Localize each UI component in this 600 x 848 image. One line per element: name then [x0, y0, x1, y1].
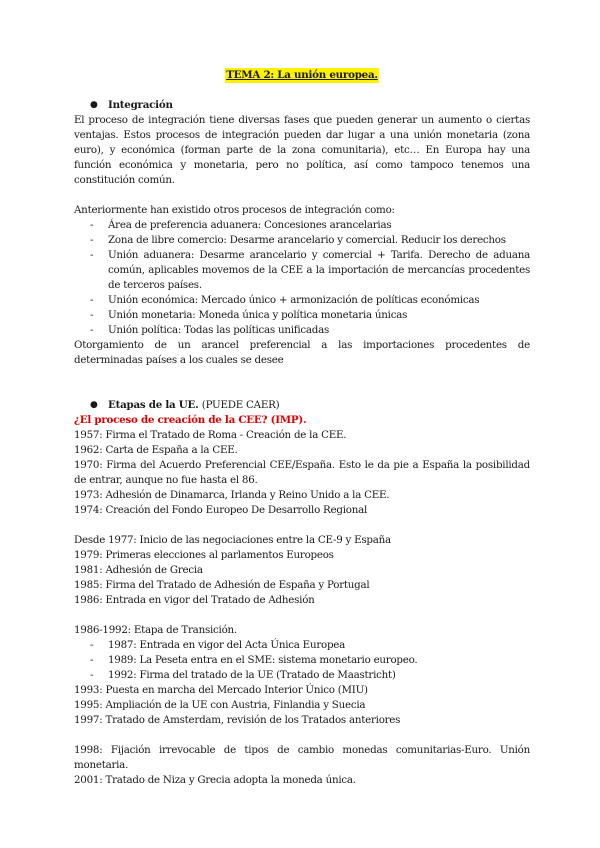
- list-item: - Unión aduanera: Desarme arancelario y comercial + Tarifa. Derecho de aduana común, aplicables movemos de la CEE a la importación de mercancías procedentes de terceros países.: [74, 248, 530, 293]
- timeline-entry: 2001: Tratado de Niza y Grecia adopta la moneda única.: [74, 774, 356, 786]
- timeline-entry: 1974: Creación del Fondo Europeo De Desarrollo Regional: [74, 504, 368, 516]
- document-title: TEMA 2: La unión europea.: [226, 69, 378, 81]
- list-item: - 1989: La Peseta entra en el SME: sistema monetario europeo.: [74, 653, 530, 668]
- bullet-icon: ●: [90, 400, 98, 410]
- section-heading-integracion: ● Integración: [90, 99, 173, 111]
- timeline-entry: 1970: Firma del Acuerdo Preferencial CEE/España. Esto le da pie a España la posibilidad de entrar, aunque no fue hasta el 86.: [74, 459, 530, 486]
- list-item: - Zona de libre comercio: Desarme arancelario y comercial. Reducir los derechos: [74, 233, 530, 248]
- list-item: - Unión económica: Mercado único + armonización de políticas económicas: [74, 293, 530, 308]
- list-item: - 1992: Firma del tratado de la UE (Tratado de Maastricht): [74, 668, 530, 683]
- list-item: - Unión monetaria: Moneda única y política monetaria únicas: [74, 308, 530, 323]
- timeline-entry: 1979: Primeras elecciones al parlamentos Europeos: [74, 549, 334, 561]
- bullet-icon: ●: [90, 100, 98, 110]
- list-item: - Unión política: Todas las políticas unificadas: [74, 323, 530, 338]
- timeline-entry: 1981: Adhesión de Grecia: [74, 564, 203, 576]
- list-item: - Área de preferencia aduanera: Concesiones arancelarias: [74, 218, 530, 233]
- timeline-entry: 1993: Puesta en marcha del Mercado Interior Único (MIU): [74, 684, 368, 696]
- timeline-entry: 1995: Ampliación de la UE con Austria, Finlandia y Suecia: [74, 699, 366, 711]
- timeline-entry: 1973: Adhesión de Dinamarca, Irlanda y Reino Unido a la CEE.: [74, 489, 390, 501]
- integracion-closing: Otorgamiento de un arancel preferencial a las importaciones procedentes de determinadas países a los cuales se desee: [74, 339, 530, 366]
- integracion-intro: Anteriormente han existido otros procesos de integración como:: [74, 204, 395, 216]
- integracion-list: [74, 218, 530, 338]
- red-question: ¿El proceso de creación de la CEE? (IMP).: [74, 414, 307, 426]
- list-item: - 1987: Entrada en vigor del Acta Única Europea: [74, 638, 530, 653]
- exam-note: (PUEDE CAER): [201, 399, 280, 411]
- transition-heading: 1986-1992: Etapa de Transición.: [74, 624, 237, 636]
- timeline-entry: 1962: Carta de España a la CEE.: [74, 444, 238, 456]
- timeline-entry: Desde 1977: Inicio de las negociaciones entre la CE-9 y España: [74, 534, 391, 546]
- timeline-entry: 1998: Fijación irrevocable de tipos de cambio monedas comunitarias-Euro. Unión monetaria.: [74, 744, 530, 771]
- timeline-entry: 1957: Firma el Tratado de Roma - Creación de la CEE.: [74, 429, 347, 441]
- timeline-entry: 1997: Tratado de Amsterdam, revisión de los Tratados anteriores: [74, 714, 401, 726]
- timeline-entry: 1986: Entrada en vigor del Tratado de Adhesión: [74, 594, 315, 606]
- timeline-entry: 1985: Firma del Tratado de Adhesión de España y Portugal: [74, 579, 370, 591]
- document-page: [74, 68, 530, 788]
- section-heading-etapas: ● Etapas de la UE. (PUEDE CAER): [90, 399, 280, 411]
- transition-list: [74, 638, 530, 683]
- integracion-paragraph: El proceso de integración tiene diversas fases que pueden generar un aumento o ciertas ventajas. Estos procesos de integración pueden dar lugar a una unión monetaria (zona euro), y económica (forman parte de la zona comunitaria), etc… En Europa hay una función económica y monetaria, pero no política, así como tampoco tenemos una constitución común.: [74, 114, 530, 186]
